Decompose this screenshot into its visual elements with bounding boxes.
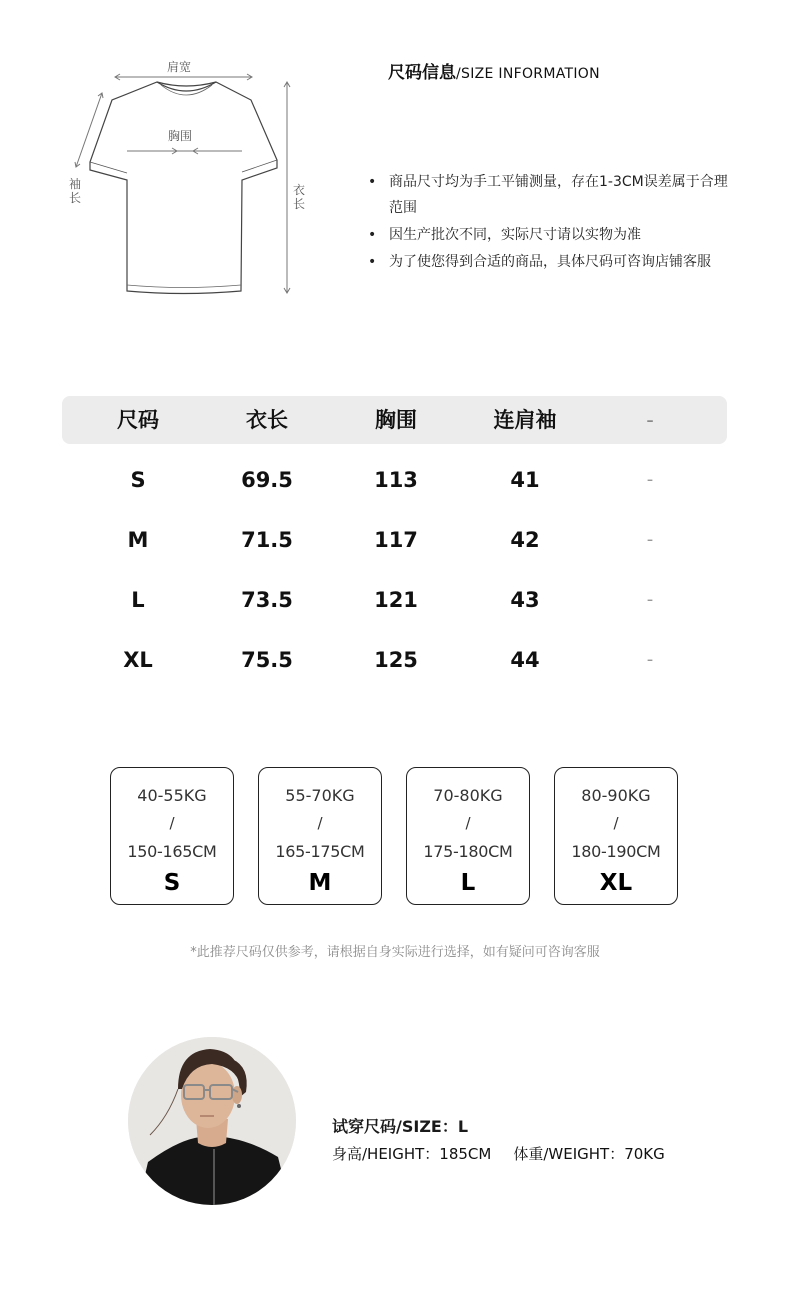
rec-separator: / [169, 814, 175, 832]
model-weight: 体重/WEIGHT：70KG [513, 1145, 665, 1163]
size-info-title-en: /SIZE INFORMATION [456, 66, 600, 82]
rec-size: S [163, 870, 181, 896]
try-on-size-label: 试穿尺码/SIZE： [332, 1117, 458, 1136]
table-cell-sleeve: 41 [510, 468, 540, 492]
size-recommendation-card [406, 767, 530, 905]
rec-separator: / [317, 814, 323, 832]
table-cell-size: L [131, 588, 145, 612]
tshirt-measurement-diagram [60, 55, 320, 305]
info-bullet: • 为了使您得到合适的商品，具体尺码可咨询店铺客服 [368, 249, 728, 275]
model-height: 身高/HEIGHT：185CM [332, 1145, 492, 1163]
rec-height: 175-180CM [423, 842, 513, 861]
rec-size: M [308, 870, 332, 896]
tshirt-outline-icon [60, 55, 320, 305]
table-cell-chest: 113 [374, 468, 418, 492]
size-recommendation-card [110, 767, 234, 905]
shoulder-label: 肩宽 [167, 60, 192, 74]
table-cell-length: 73.5 [241, 588, 293, 612]
info-bullet-text: 为了使您得到合适的商品，具体尺码可咨询店铺客服 [389, 254, 711, 270]
try-on-size-value: L [457, 1117, 469, 1136]
rec-weight: 55-70KG [285, 786, 355, 805]
header-extra: - [646, 408, 654, 432]
rec-weight: 80-90KG [581, 786, 651, 805]
table-cell-size: XL [123, 648, 153, 672]
recommendation-note: *此推荐尺码仅供参考，请根据自身实际进行选择，如有疑问可咨询客服 [190, 945, 600, 960]
table-cell-size: S [130, 468, 146, 492]
table-cell-chest: 125 [374, 648, 418, 672]
info-bullet: • 商品尺寸均为手工平铺测量，存在1-3CM误差属于合理范围 [368, 169, 728, 221]
table-cell-sleeve: 42 [510, 528, 540, 552]
header-sleeve: 连肩袖 [493, 408, 557, 432]
model-measurements [332, 1143, 665, 1164]
table-cell-extra: - [646, 469, 654, 490]
sleeve-label: 袖长 [69, 177, 82, 205]
table-cell-sleeve: 43 [510, 588, 540, 612]
rec-weight: 40-55KG [137, 786, 207, 805]
header-chest: 胸围 [375, 408, 417, 432]
model-avatar [128, 1037, 296, 1205]
size-info-title-cn: 尺码信息 [388, 63, 456, 83]
chest-label: 胸围 [168, 129, 193, 143]
try-on-size [332, 1114, 468, 1137]
table-cell-length: 71.5 [241, 528, 293, 552]
rec-weight: 70-80KG [433, 786, 503, 805]
header-size: 尺码 [117, 408, 159, 432]
table-cell-chest: 117 [374, 528, 418, 552]
length-label: 衣长 [293, 183, 306, 211]
rec-size: XL [599, 870, 633, 896]
table-cell-extra: - [646, 649, 654, 670]
table-cell-length: 75.5 [241, 648, 293, 672]
table-cell-extra: - [646, 589, 654, 610]
info-bullet: • 因生产批次不同，实际尺寸请以实物为准 [368, 222, 728, 248]
table-cell-sleeve: 44 [510, 648, 540, 672]
size-recommendation-card [554, 767, 678, 905]
size-info-title [388, 58, 600, 83]
table-cell-extra: - [646, 529, 654, 550]
info-bullet-text: 因生产批次不同，实际尺寸请以实物为准 [389, 227, 641, 243]
rec-height: 180-190CM [571, 842, 661, 861]
rec-separator: / [465, 814, 471, 832]
table-cell-chest: 121 [374, 588, 418, 612]
header-length: 衣长 [246, 408, 288, 432]
size-table-header [62, 396, 727, 444]
size-recommendation-card [258, 767, 382, 905]
rec-size: L [460, 870, 476, 896]
rec-separator: / [613, 814, 619, 832]
rec-height: 150-165CM [127, 842, 217, 861]
model-portrait-icon [128, 1037, 296, 1205]
table-cell-length: 69.5 [241, 468, 293, 492]
info-bullet-text: 商品尺寸均为手工平铺测量，存在1-3CM误差属于合理范围 [389, 174, 728, 216]
rec-height: 165-175CM [275, 842, 365, 861]
table-cell-size: M [127, 528, 149, 552]
